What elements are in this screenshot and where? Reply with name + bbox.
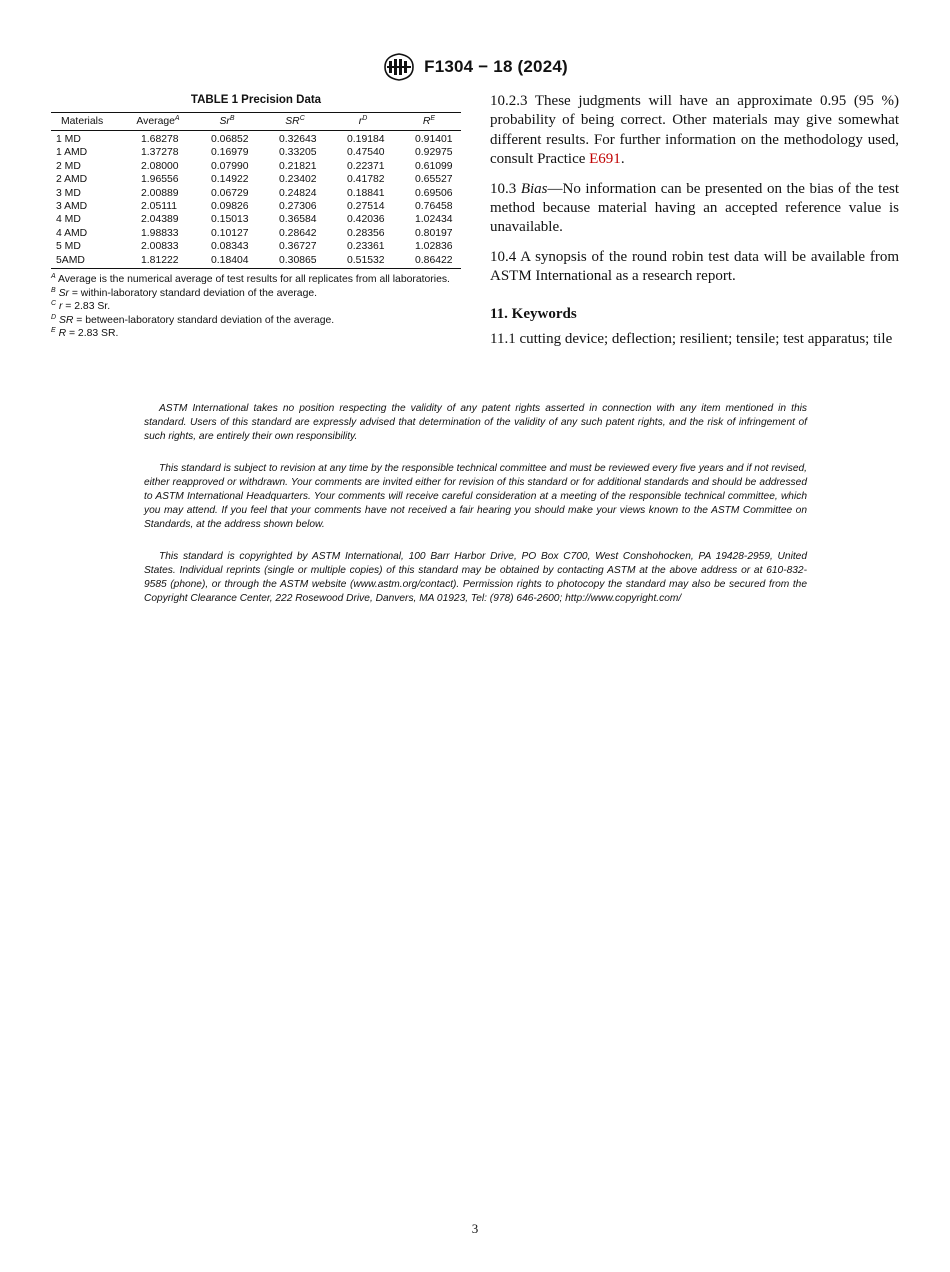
table-cell: 0.21821 <box>279 160 317 172</box>
table-cell: 5AMD <box>51 254 123 269</box>
astm-logo-icon <box>382 52 416 82</box>
table-row <box>51 160 461 173</box>
table-cell: 0.69506 <box>415 187 453 199</box>
table-cell: 0.30865 <box>261 254 329 269</box>
table-cell: 2.04389 <box>141 214 179 226</box>
table-row <box>51 200 461 213</box>
document-designation: F1304 − 18 (2024) <box>424 57 568 76</box>
table-cell: 0.07990 <box>211 160 249 172</box>
paragraph-10-3: 10.3 Bias—No information can be presented on the bias of the test method because material having an accepted reference value is unavailable. <box>490 180 899 236</box>
table-cell: 0.10127 <box>211 227 249 239</box>
table-cell: 0.80197 <box>415 227 453 239</box>
table-cell: 0.15013 <box>211 214 249 226</box>
table-row <box>51 146 461 159</box>
table-cell: 0.14922 <box>211 174 249 186</box>
table-row <box>51 227 461 240</box>
table-cell: 2.00833 <box>141 241 179 253</box>
table-row <box>51 187 461 200</box>
footnote-a: $^A$ Average is the numerical average of test results for all replicates from all laboratories. <box>51 273 450 286</box>
table-row <box>51 131 461 147</box>
footnote-b: $^B$ Sr = within-laboratory standard deviation of the average. <box>51 286 318 299</box>
table-cell: 0.24824 <box>279 187 317 199</box>
table-title: TABLE 1 Precision Data <box>190 94 322 106</box>
table-cell: 0.06852 <box>211 134 249 145</box>
table-row <box>51 213 461 226</box>
precision-table-block <box>51 94 461 341</box>
table-cell: 0.16979 <box>211 147 249 159</box>
table-cell: 0.22371 <box>347 160 385 172</box>
column-header: $Sr^B$ <box>193 113 261 131</box>
precision-data-table <box>51 112 461 269</box>
footnote-c: $^C$ r = 2.83 Sr. <box>51 300 111 313</box>
table-cell: 0.28356 <box>347 227 385 239</box>
table-cell: 0.09826 <box>211 201 249 213</box>
page-header <box>0 52 950 82</box>
footnote-d: $^D$ SR = between-laboratory standard deviation of the average. <box>51 313 335 326</box>
table-cell: 2.00889 <box>141 187 179 199</box>
table-header-row <box>51 113 461 131</box>
table-cell: 5 MD <box>56 241 81 253</box>
table-cell: 0.06729 <box>211 187 249 199</box>
column-header: Materials <box>51 113 123 131</box>
table-cell: 1.37278 <box>141 147 179 159</box>
table-cell: 0.19184 <box>347 134 385 145</box>
table-cell: 0.86422 <box>397 254 461 269</box>
table-row <box>51 254 461 269</box>
paragraph-11-1: 11.1 cutting device; deflection; resilient; tensile; test apparatus; tile <box>490 331 893 348</box>
patent-notice: ASTM International takes no position respecting the validity of any patent rights asserted in connection with any item mentioned in this standard. Users of this standard are expressly advised that determination of the validity of any such patent rights, and the risk of infringement of such rights, are entirely their own responsibility. <box>144 403 807 442</box>
table-cell: 1.02434 <box>415 214 453 226</box>
table-cell: 0.61099 <box>415 160 453 172</box>
table-cell: 0.27306 <box>279 201 317 213</box>
table-cell: 0.28642 <box>279 227 317 239</box>
table-cell: 1.81222 <box>123 254 193 269</box>
table-cell: 1 AMD <box>56 147 88 159</box>
table-cell: 1.98833 <box>141 227 179 239</box>
paragraph-10-2-3: 10.2.3 These judgments will have an approximate 0.95 (95 %) probability of being correct. Other materials may give somewhat different results. For further information on the methodology used, consult Practice E691. <box>490 93 899 168</box>
column-header: Average$^A$ <box>123 113 193 131</box>
table-cell: 0.91401 <box>415 134 453 145</box>
paragraph-10-4: 10.4 A synopsis of the round robin test data will be available from ASTM International as a research report. <box>490 248 899 285</box>
table-cell: 2.08000 <box>141 160 179 172</box>
table-cell: 1.96556 <box>141 174 179 186</box>
table-cell: 4 AMD <box>56 227 88 239</box>
table-cell: 4 MD <box>56 214 81 226</box>
table-cell: 1.68278 <box>141 134 179 145</box>
table-cell: 0.23361 <box>347 241 385 253</box>
table-row <box>51 173 461 186</box>
table-cell: 2 AMD <box>56 174 88 186</box>
table-cell: 1 MD <box>56 134 81 145</box>
table-cell: 0.36584 <box>279 214 317 226</box>
table-cell: 0.33205 <box>279 147 317 159</box>
table-cell: 0.42036 <box>347 214 385 226</box>
page-number: 3 <box>471 1221 479 1236</box>
table-cell: 0.08343 <box>211 241 249 253</box>
table-cell: 0.41782 <box>347 174 385 186</box>
table-footnotes <box>51 273 461 341</box>
revision-notice: This standard is subject to revision at any time by the responsible technical committee and must be reviewed every five years and if not revised, either reapproved or withdrawn. Your comments are invited either for revision of this standard or for additional standards and should be addressed to ASTM International Headquarters. Your comments will receive careful consideration at a meeting of the responsible technical committee, which you may attend. If you feel that your comments have not received a fair hearing you should make your views known to the ASTM Committee on Standards, at the address shown below. <box>144 463 807 530</box>
table-cell: 0.18404 <box>193 254 261 269</box>
column-header: $r^D$ <box>329 113 397 131</box>
column-header: $R^E$ <box>397 113 461 131</box>
table-cell: 2.05111 <box>141 201 178 213</box>
table-cell: 2 MD <box>56 160 81 172</box>
legal-notices <box>144 402 807 625</box>
footnote-e: $^E$ R = 2.83 SR. <box>51 327 119 340</box>
table-cell: 3 MD <box>56 187 81 199</box>
table-cell: 0.36727 <box>279 241 317 253</box>
table-row <box>51 240 461 253</box>
table-cell: 0.32643 <box>279 134 317 145</box>
table-cell: 0.18841 <box>347 187 385 199</box>
table-cell: 0.65527 <box>415 174 453 186</box>
table-cell: 0.27514 <box>347 201 385 213</box>
table-cell: 0.92975 <box>415 147 453 159</box>
section-heading-keywords: 11. Keywords <box>490 305 577 322</box>
table-cell: 3 AMD <box>56 201 88 213</box>
table-cell: 0.76458 <box>415 201 453 213</box>
right-column-text <box>490 92 899 359</box>
table-cell: 1.02836 <box>415 241 453 253</box>
practice-e691-link[interactable]: E691 <box>589 151 621 168</box>
column-header: $SR^C$ <box>261 113 329 131</box>
table-cell: 0.23402 <box>279 174 317 186</box>
table-cell: 0.51532 <box>329 254 397 269</box>
copyright-notice: This standard is copyrighted by ASTM International, 100 Barr Harbor Drive, PO Box C700, West Conshohocken, PA 19428-2959, United States. Individual reprints (single or multiple copies) of this standard may be obtained by contacting ASTM at the above address or at 610-832-9585 (phone), or through the ASTM website (www.astm.org/contact). Permission rights to photocopy the standard may also be secured from the Copyright Clearance Center, 222 Rosewood Drive, Danvers, MA 01923, Tel: (978) 646-2600; http://www.copyright.com/ <box>144 551 807 604</box>
table-cell: 0.47540 <box>347 147 385 159</box>
